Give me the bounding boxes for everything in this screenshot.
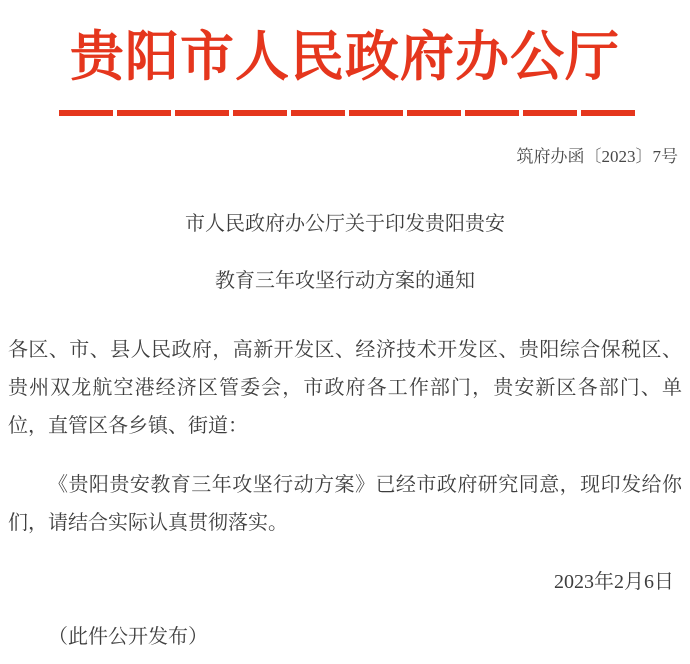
letterhead <box>0 0 690 116</box>
agency-name-heading: 贵阳市人民政府办公厅 <box>70 27 620 87</box>
salutation-paragraph: 各区、市、县人民政府，高新开发区、经济技术开发区、贵阳综合保税区、贵州双龙航空港经济区管委会，市政府各工作部门，贵安新区各部门、单位，直管区各乡镇、街道： <box>8 339 682 437</box>
document-date: 2023年2月6日 <box>554 571 674 593</box>
red-dashed-divider <box>59 110 637 116</box>
document-title-line2: 教育三年攻坚行动方案的通知 <box>215 270 475 292</box>
public-release-note: （此件公开发布） <box>48 626 208 648</box>
document-title <box>0 210 690 295</box>
document-title-line1: 市人民政府办公厅关于印发贵阳贵安 <box>185 213 505 235</box>
document-number: 筑府办函〔2023〕7号 <box>516 147 678 166</box>
document-body <box>0 331 690 542</box>
main-paragraph: 《贵阳贵安教育三年攻坚行动方案》已经市政府研究同意，现印发给你们，请结合实际认真贯彻落实。 <box>8 474 682 534</box>
